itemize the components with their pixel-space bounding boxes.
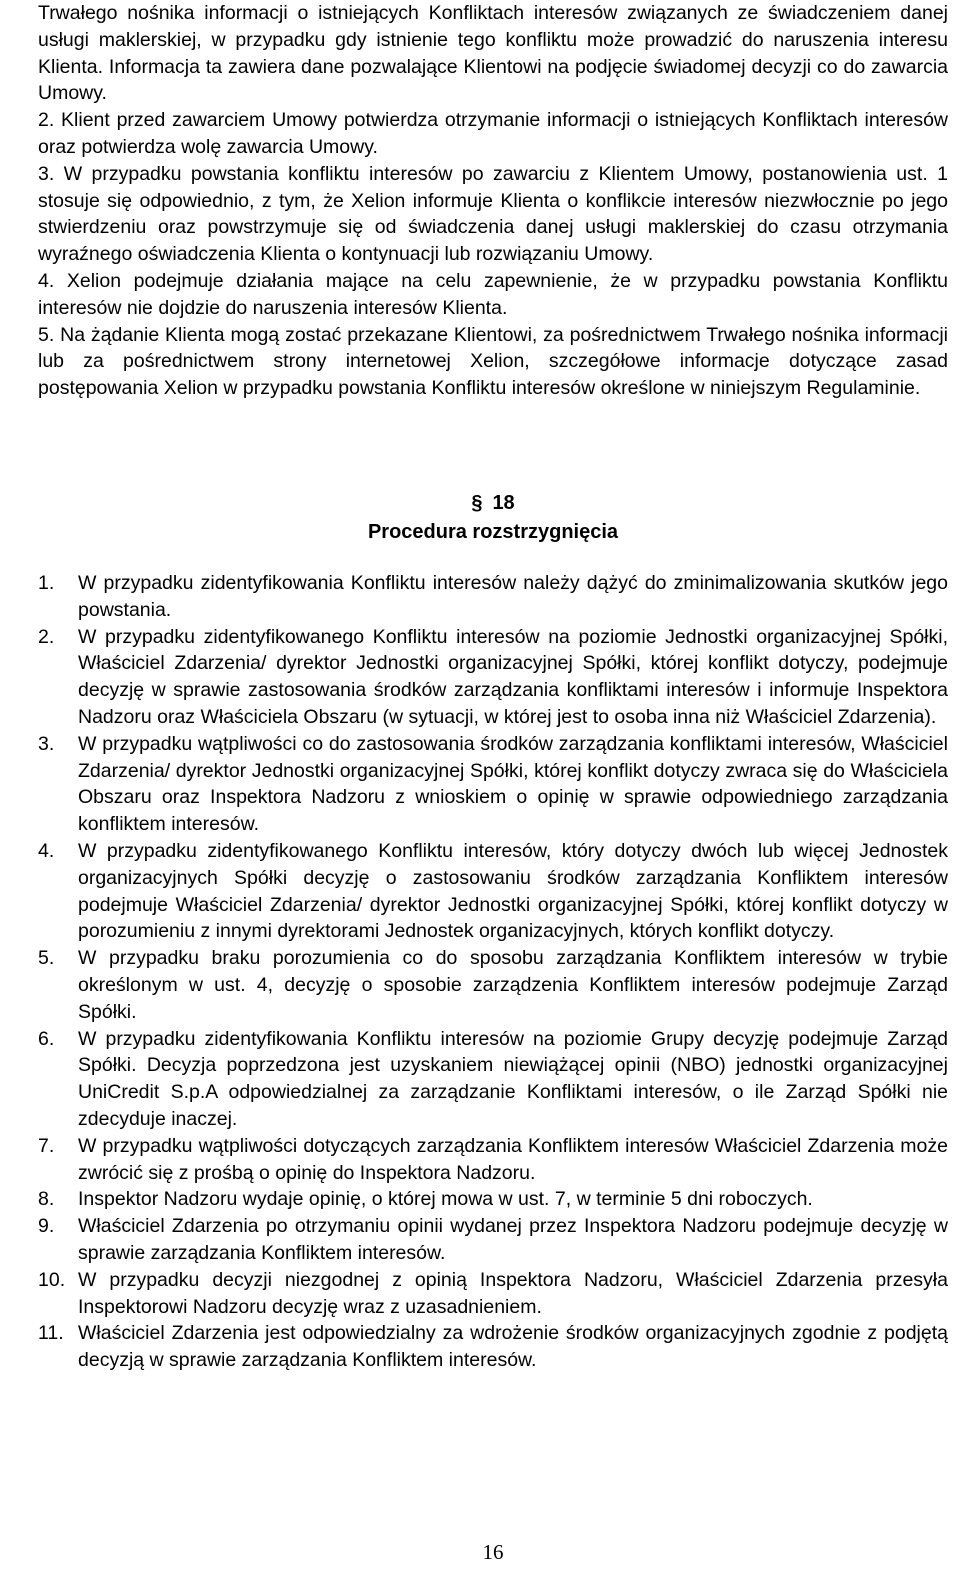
item-text: Xelion podejmuje działania mające na celu zapewnienie, że w przypadku powstania Konfliktu interesów nie dojdzie do naruszenia interesów Klienta. [38, 269, 948, 319]
list-item [38, 1186, 948, 1213]
item-number: 10. [38, 1268, 66, 1291]
item-number: 7. [38, 1134, 55, 1157]
section-number: 18 [492, 492, 515, 514]
list-item [38, 322, 948, 402]
list-item [38, 945, 948, 1025]
list-item [38, 1320, 948, 1374]
item-text: Właściciel Zdarzenia po otrzymaniu opinii wydanej przez Inspektora Nadzoru podejmuje decyzję w sprawie zarządzania Konfliktem interesów. [78, 1215, 948, 1264]
item-number: 2. [38, 625, 55, 648]
item-text: Klient przed zawarciem Umowy potwierdza otrzymanie informacji o istniejących Konfliktach interesów oraz potwierdza wolę zawarcia Umowy. [38, 109, 948, 158]
item-number: 4. [38, 839, 55, 862]
item-text: W przypadku zidentyfikowanego Konfliktu interesów na poziomie Jednostki organizacyjnej Spółki, Właściciel Zdarzenia/ dyrektor Jednostki organizacyjnej Spółki, której konflikt dotyczy, podejmuje decyzję w sprawie zastosowania środków zarządzania konfliktami interesów i informuje Inspektora Nadzoru oraz Właściciela Obszaru (w sytuacji, w której jest to osoba inna niż Właściciel Zdarzenia). [78, 625, 948, 728]
item-text: Inspektor Nadzoru wydaje opinię, o której mowa w ust. 7, w terminie 5 dni roboczych. [78, 1188, 813, 1211]
list-item [38, 1026, 948, 1133]
item-text: W przypadku zidentyfikowania Konfliktu interesów na poziomie Grupy decyzję podejmuje Zarząd Spółki. Decyzja poprzedzona jest uzyskaniem niewiążącej opinii (NBO) jednostki organizacyjnej UniCredit S.p.A odpowiedzialnej za zarządzanie Konfliktami interesów, o ile Zarząd Spółki nie zdecyduje inaczej. [78, 1027, 948, 1130]
item-text: W przypadku decyzji niezgodnej z opinią Inspektora Nadzoru, Właściciel Zdarzenia przesyła Inspektorowi Nadzoru decyzję wraz z uzasadnieniem. [78, 1268, 948, 1318]
section-18-body [38, 570, 948, 1374]
list-item [38, 838, 948, 945]
item-number: 6. [38, 1027, 55, 1050]
bottom-numbered-list [38, 570, 948, 1374]
list-item [38, 161, 948, 268]
item-number: 3. [38, 732, 55, 755]
item-number: 11. [38, 1322, 64, 1345]
item-number: 2. [38, 109, 55, 132]
list-item [38, 624, 948, 731]
list-item [38, 1133, 948, 1187]
item-number: 5. [38, 323, 55, 346]
item-text: W przypadku braku porozumienia co do sposobu zarządzania Konfliktem interesów w trybie określonym w ust. 4, decyzję o sposobie zarządzenia Konfliktem interesów podejmuje Zarząd Spółki. [78, 947, 948, 1023]
item-number: 1. [38, 572, 55, 594]
section-symbol: § [471, 492, 483, 514]
list-item [38, 1267, 948, 1321]
item-text: W przypadku wątpliwości co do zastosowania środków zarządzania konfliktami interesów, Właściciel Zdarzenia/ dyrektor Jednostki organizacyjnej Spółki, której konflikt dotyczy zwraca się do Właściciela Obszaru oraz Inspektora Nadzoru z wnioskiem o opinię w sprawie odpowiedniego zarządzania konfliktem interesów. [78, 732, 948, 836]
continued-section [38, 0, 948, 402]
item-text: W przypadku zidentyfikowanego Konfliktu interesów, który dotyczy dwóch lub więcej Jednostek organizacyjnych Spółki decyzję o zastosowaniu środków zarządzania Konfliktem interesów podejmuje Właściciel Zdarzenia/ dyrektor Jednostki organizacyjnej Spółki, której konflikt dotyczy w porozumieniu z innymi dyrektorami Jednostek organizacyjnych, których konflikt dotyczy. [78, 839, 948, 943]
item-text: W przypadku zidentyfikowania Konfliktu interesów należy dążyć do zminimalizowania skutków jego powstania. [78, 572, 948, 621]
item-number: 4. [38, 269, 55, 292]
item-text: Na żądanie Klienta mogą zostać przekazane Klientowi, za pośrednictwem Trwałego nośnika informacji lub za pośrednictwem strony internetowej Xelion, szczegółowe informacje dotyczące zasad postępowania Xelion w przypadku powstania Konfliktu interesów określone w niniejszym Regulaminie. [38, 323, 949, 400]
item-text: W przypadku wątpliwości dotyczących zarządzania Konfliktem interesów Właściciel Zdarzenia może zwrócić się z prośbą o opinię do Inspektora Nadzoru. [78, 1134, 948, 1184]
section-heading [38, 488, 948, 518]
item-number: 5. [38, 947, 55, 970]
list-item [38, 107, 948, 161]
intro-paragraph: Trwałego nośnika informacji o istniejących Konfliktach interesów związanych ze świadczeniem danej usługi maklerskiej, w przypadku gdy istnienie tego konfliktu może prowadzić do naruszenia interesu Klienta. Informacja ta zawiera dane pozwalające Klientowi na podjęcie świadomej decyzji co do zawarcia Umowy. [38, 2, 948, 105]
item-number: 3. [38, 162, 55, 185]
page-number: 16 [482, 1540, 504, 1564]
section-title: Procedura rozstrzygnięcia [367, 521, 619, 543]
top-numbered-list [38, 107, 948, 402]
list-item [38, 570, 948, 624]
list-item [38, 1213, 948, 1267]
item-text: Właściciel Zdarzenia jest odpowiedzialny za wdrożenie środków organizacyjnych zgodnie z podjętą decyzją w sprawie zarządzania Konfliktem interesów. [78, 1322, 948, 1372]
item-number: 9. [38, 1215, 55, 1238]
item-number: 8. [38, 1188, 55, 1211]
item-text: W przypadku powstania konfliktu interesów po zawarciu z Klientem Umowy, postanowienia ust. 1 stosuje się odpowiednio, z tym, że Xelion informuje Klienta o konflikcie interesów niezwłocznie po jego stwierdzeniu oraz powstrzymuje się od świadczenia danej usługi maklerskiej do czasu otrzymania wyraźnego oświadczenia Klienta o kontynuacji lub rozwiązaniu Umowy. [38, 162, 949, 266]
list-item [38, 731, 948, 838]
list-item [38, 268, 948, 322]
